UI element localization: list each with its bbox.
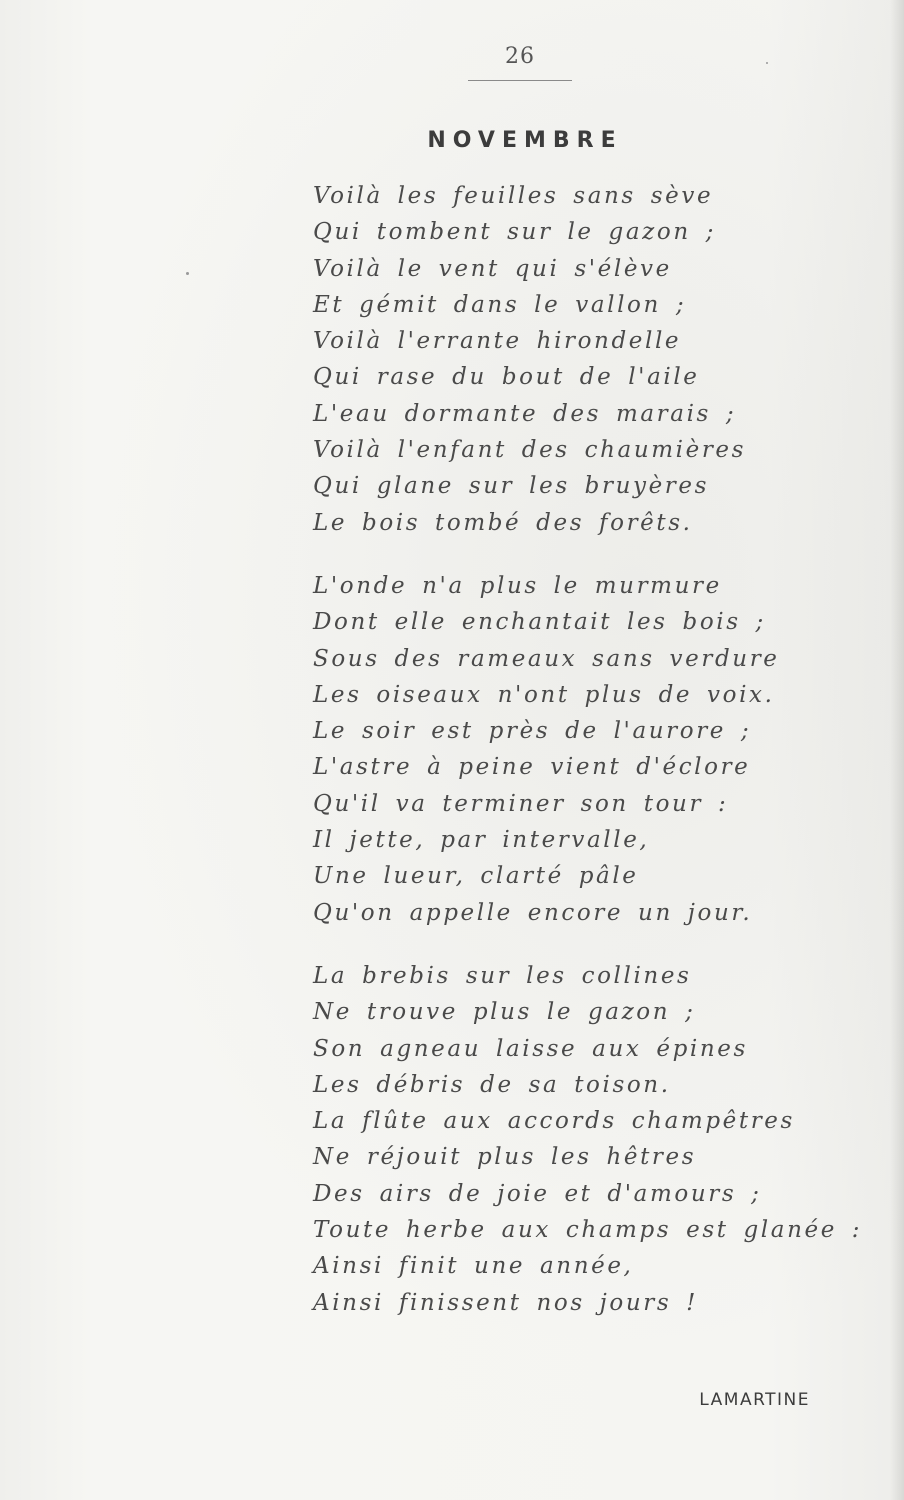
poem-line: Qui rase du bout de l'aile xyxy=(313,364,700,391)
page-number: 26 xyxy=(505,44,535,69)
poem-line: Voilà l'enfant des chaumières xyxy=(313,437,747,464)
poem-line: L'onde n'a plus le murmure xyxy=(313,572,722,599)
poem-line: Qui tombent sur le gazon ; xyxy=(313,219,717,246)
poem-line: Voilà les feuilles sans sève xyxy=(313,183,714,209)
poem-line: Une lueur, clarté pâle xyxy=(313,863,639,890)
poem-line: Le bois tombé des forêts. xyxy=(313,509,693,536)
poem-line: La brebis sur les collines xyxy=(313,962,692,989)
stanza-1 xyxy=(313,178,833,541)
page-number-rule xyxy=(468,80,572,81)
poem-line: L'astre à peine vient d'éclore xyxy=(313,754,751,781)
poem-line: Son agneau laisse aux épines xyxy=(313,1035,748,1062)
poem-line: Il jette, par intervalle, xyxy=(313,827,650,854)
poem-title: NOVEMBRE xyxy=(427,128,623,153)
poem-line: Qui glane sur les bruyères xyxy=(313,473,710,500)
poem-body xyxy=(313,178,863,1348)
poem-line: Voilà le vent qui s'élève xyxy=(313,255,672,282)
page-edge-shadow xyxy=(890,0,904,1500)
poem-line: La flûte aux accords champêtres xyxy=(313,1108,795,1135)
paper-speck xyxy=(186,272,189,275)
poem-line: Ainsi finit une année, xyxy=(313,1253,634,1280)
poem-line: Toute herbe aux champs est glanée : xyxy=(313,1217,863,1244)
poem-line: Les débris de sa toison. xyxy=(313,1071,671,1098)
poem-line: Sous des rameaux sans verdure xyxy=(313,645,780,672)
poem-line: Voilà l'errante hirondelle xyxy=(313,328,682,355)
stanza-3 xyxy=(313,958,863,1321)
poem-line: Des airs de joie et d'amours ; xyxy=(313,1180,762,1207)
stanza-2 xyxy=(313,568,833,931)
poem-line: Le soir est près de l'aurore ; xyxy=(313,718,752,745)
paper-speck xyxy=(766,62,768,64)
poem-line: L'eau dormante des marais ; xyxy=(313,400,737,427)
poem-line: Dont elle enchantait les bois ; xyxy=(313,609,766,636)
poem-line: Qu'on appelle encore un jour. xyxy=(313,899,753,926)
poem-line: Et gémit dans le vallon ; xyxy=(313,291,687,318)
poem-line: Qu'il va terminer son tour : xyxy=(313,790,729,817)
poem-line: Ne réjouit plus les hêtres xyxy=(313,1144,697,1171)
poem-line: Ainsi finissent nos jours ! xyxy=(313,1289,698,1316)
poem-line: Ne trouve plus le gazon ; xyxy=(313,999,696,1026)
poem-author: LAMARTINE xyxy=(699,1390,810,1410)
poem-line: Les oiseaux n'ont plus de voix. xyxy=(313,681,775,708)
